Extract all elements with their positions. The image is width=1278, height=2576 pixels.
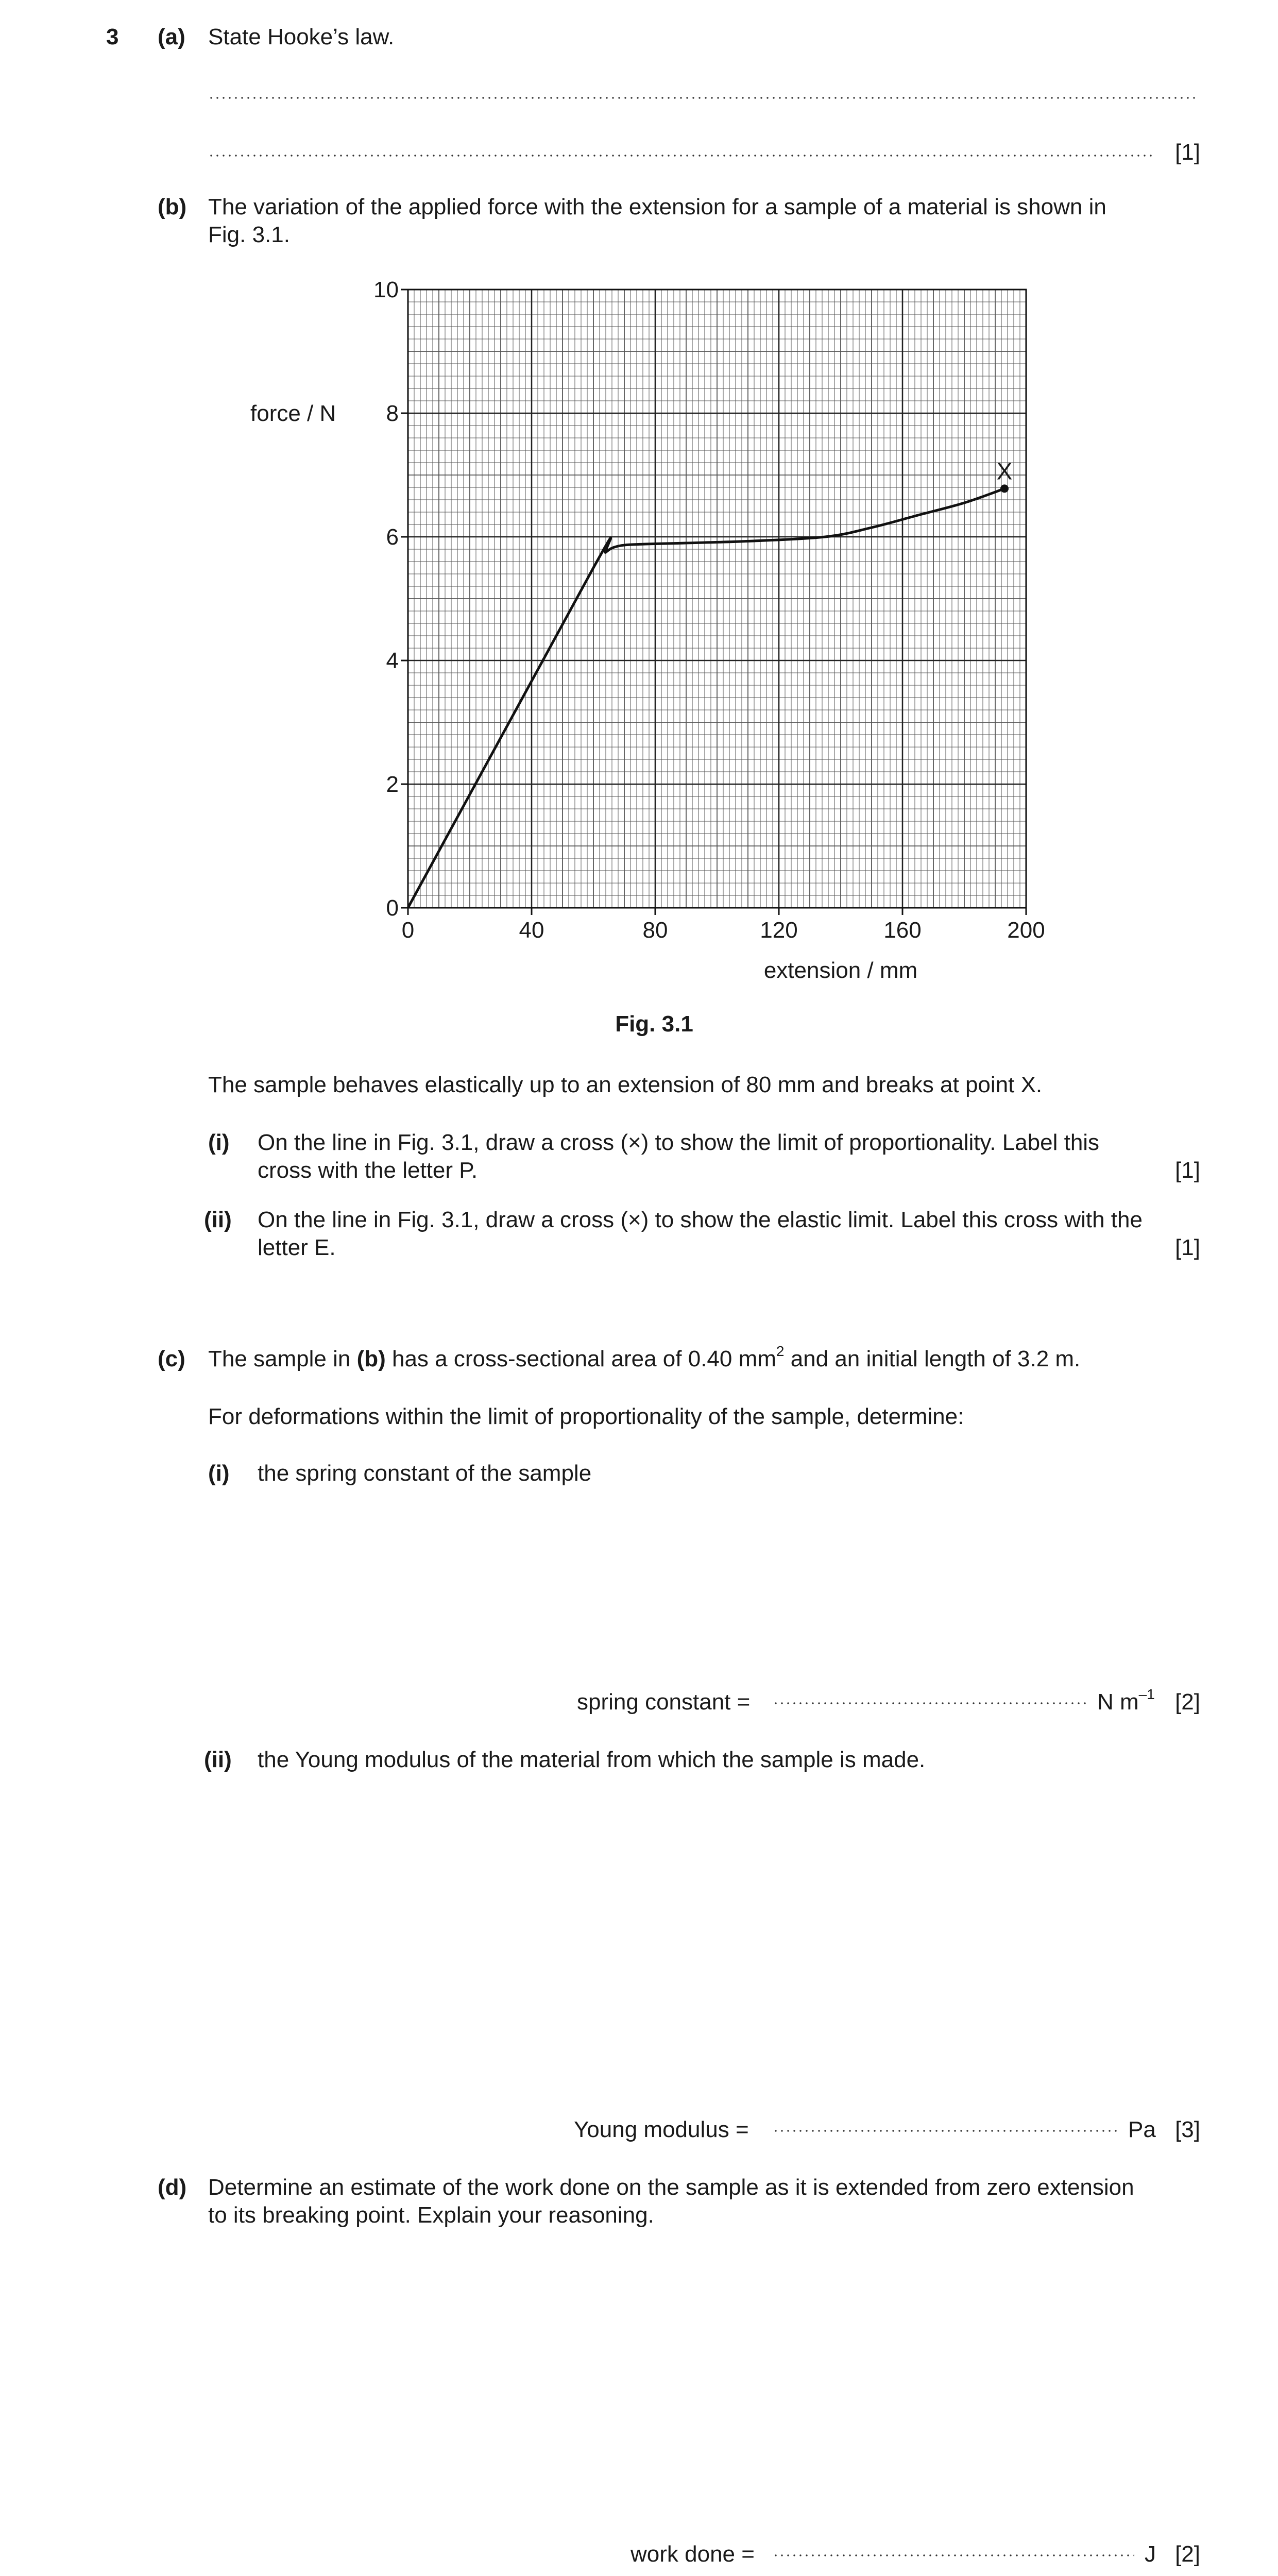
x-tick-label: 160 — [883, 918, 922, 943]
part-b-text-line1: The variation of the applied force with the extension for a sample of a material is shown in — [208, 194, 1106, 219]
figure-caption: Fig. 3.1 — [615, 1011, 693, 1037]
part-d-label: (d) — [158, 2175, 187, 2200]
y-tick-label: 0 — [386, 895, 399, 921]
part-a-text: State Hooke’s law. — [208, 24, 395, 49]
part-d-mark: [2] — [1175, 2541, 1200, 2567]
part-b-i-line1: On the line in Fig. 3.1, draw a cross (×) to show the limit of proportionality. Label this — [258, 1130, 1100, 1155]
work-done-answer-line[interactable] — [773, 2554, 1134, 2556]
young-modulus-unit: Pa — [1128, 2117, 1156, 2142]
part-b-ii-mark: [1] — [1175, 1235, 1200, 1260]
young-modulus-label: Young modulus = — [574, 2117, 749, 2142]
x-tick-label: 0 — [401, 918, 415, 943]
part-b-label: (b) — [158, 194, 187, 219]
y-tick-label: 6 — [386, 524, 399, 550]
force-extension-graph — [227, 268, 1071, 999]
part-c-instruction: For deformations within the limit of proportionality of the sample, determine: — [208, 1404, 964, 1429]
part-c-i-label: (i) — [208, 1461, 230, 1486]
part-c-ii-mark: [3] — [1175, 2117, 1200, 2142]
x-tick-label: 120 — [760, 918, 798, 943]
part-d-line1: Determine an estimate of the work done on the sample as it is extended from zero extension — [208, 2175, 1134, 2200]
work-done-unit: J — [1145, 2541, 1156, 2567]
y-tick-label: 2 — [386, 772, 399, 797]
break-point-x — [1000, 484, 1009, 493]
y-tick-label: 4 — [386, 648, 399, 673]
spring-constant-unit: N $m^{-1}$ — [1097, 1686, 1155, 1715]
part-b-i-label: (i) — [208, 1130, 230, 1155]
x-tick-label: 200 — [1007, 918, 1045, 943]
part-b-i-mark: [1] — [1175, 1158, 1200, 1183]
y-tick-label: 8 — [386, 401, 399, 426]
x-tick-label: 80 — [642, 918, 668, 943]
part-c-text: The sample in (b) has a cross-sectional area of 0.40 $mm^2$ and an initial length of 3.2 m. — [208, 1343, 1081, 1371]
part-b-ii-line1: On the line in Fig. 3.1, draw a cross (×) to show the elastic limit. Label this cross with the — [258, 1207, 1143, 1232]
part-a-answer-line-1[interactable] — [208, 97, 1199, 99]
y-tick-label: 10 — [373, 277, 399, 302]
part-a-label: (a) — [158, 24, 185, 49]
part-a-answer-line-2[interactable] — [208, 155, 1156, 157]
part-b-ii-label: (ii) — [204, 1207, 232, 1232]
spring-constant-answer-line[interactable] — [773, 1702, 1088, 1704]
y-axis-label: force / N — [250, 401, 336, 426]
part-b-statement: The sample behaves elastically up to an extension of 80 mm and breaks at point X. — [208, 1072, 1043, 1097]
break-point-label: X — [996, 457, 1013, 485]
part-c-ii-label: (ii) — [204, 1747, 232, 1772]
x-axis-label: extension / mm — [763, 958, 918, 983]
part-b-text-line2: Fig. 3.1. — [208, 222, 290, 247]
part-b-i-line2: cross with the letter P. — [258, 1158, 478, 1183]
part-c-i-mark: [2] — [1175, 1689, 1200, 1715]
part-b-ii-line2: letter E. — [258, 1235, 336, 1260]
part-a-mark: [1] — [1175, 140, 1200, 165]
part-d-line2: to its breaking point. Explain your reasoning. — [208, 2202, 654, 2228]
grid-minor — [408, 290, 1026, 908]
x-tick-label: 40 — [519, 918, 544, 943]
young-modulus-answer-line[interactable] — [773, 2130, 1121, 2132]
work-done-label: work done = — [631, 2541, 755, 2567]
question-number: 3 — [106, 24, 119, 49]
part-c-i-text: the spring constant of the sample — [258, 1461, 592, 1486]
part-c-ii-text: the Young modulus of the material from which the sample is made. — [258, 1747, 926, 1772]
spring-constant-label: spring constant = — [577, 1689, 751, 1715]
part-c-label: (c) — [158, 1346, 185, 1371]
